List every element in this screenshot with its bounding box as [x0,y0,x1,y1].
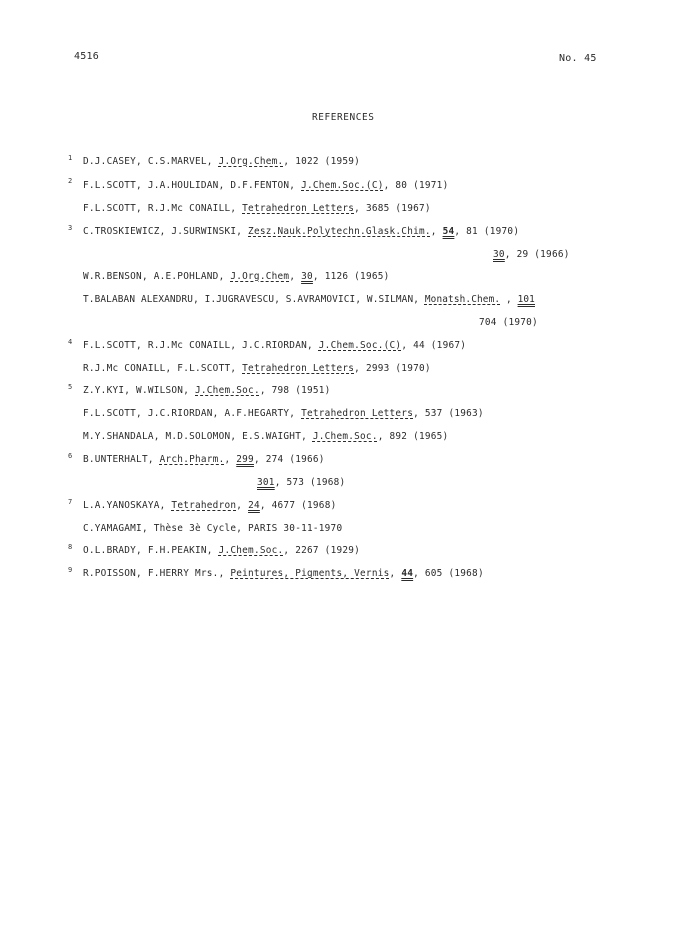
ref-line [493,249,570,260]
journal: Tetrahedron Letters [242,363,355,374]
journal: J.Chem.Soc.(C) [301,180,384,191]
authors: R.J.Mc CONAILL, F.L.SCOTT, [83,363,243,374]
ref-number: 6 [68,452,73,460]
authors: T.BALABAN ALEXANDRU, I.JUGRAVESCU, S.AVRAMOVICI, W.SILMAN, [83,294,425,305]
authors: B.UNTERHALT, [83,454,160,465]
authors: Z.Y.KYI, W.WILSON, [83,385,195,396]
citation: , 605 (1968) [413,568,484,579]
citation: , 44 (1967) [401,340,467,351]
citation: , 80 (1971) [383,180,449,191]
ref-line [83,408,484,419]
separator: , [389,568,402,579]
authors: F.L.SCOTT, J.C.RIORDAN, A.F.HEGARTY, [83,408,302,419]
citation: , 1022 (1959) [283,156,361,167]
ref-line [257,477,345,488]
authors: R.POISSON, F.HERRY Mrs., [83,568,231,579]
separator: , [224,454,237,465]
journal: J.Org.Chem. [218,156,284,167]
journal: Tetrahedron Letters [242,203,355,214]
authors: M.Y.SHANDALA, M.D.SOLOMON, E.S.WAIGHT, [83,431,313,442]
volume: 101 [517,294,535,305]
authors: D.J.CASEY, C.S.MARVEL, [83,156,219,167]
ref-number: 5 [68,383,73,391]
ref-line [83,180,448,191]
journal: Tetrahedron [171,500,237,511]
citation: , 1126 (1965) [312,271,390,282]
journal: Peintures, Pigments, Vernis [230,568,390,579]
volume: 299 [236,454,254,465]
journal: J.Org.Chem [230,271,290,282]
ref-line [83,294,535,305]
citation: , 573 (1968) [274,477,346,488]
volume: 44 [401,568,414,579]
authors: F.L.SCOTT, J.A.HOULIDAN, D.F.FENTON, [83,180,302,191]
separator: , [430,226,443,237]
citation: , 274 (1966) [253,454,325,465]
journal: Monatsh.Chem. [424,294,501,305]
ref-line [83,226,519,237]
ref-line [83,545,360,556]
ref-line [83,340,466,351]
authors: C.TROSKIEWICZ, J.SURWINSKI, [83,226,249,237]
ref-line [83,203,431,214]
ref-number: 9 [68,566,73,574]
journal: Arch.Pharm. [159,454,225,465]
citation: , 2993 (1970) [354,363,431,374]
citation: , 29 (1966) [504,249,570,260]
ref-line [83,568,484,579]
volume: 24 [248,500,260,511]
citation: , 892 (1965) [377,431,449,442]
ref-line [83,271,390,282]
journal: Tetrahedron Letters [301,408,414,419]
journal: Zesz.Nauk.Polytechn.Glask.Chim. [248,226,431,237]
authors: O.L.BRADY, F.H.PEAKIN, [83,545,219,556]
volume: 30 [301,271,313,282]
citation: , 2267 (1929) [283,545,361,556]
separator: , [289,271,302,282]
authors: L.A.YANOSKAYA, [83,500,172,511]
citation: , 4677 (1968) [259,500,337,511]
ref-number: 7 [68,498,73,506]
separator: , [236,500,249,511]
ref-number: 1 [68,154,73,162]
ref-line [83,523,342,534]
journal: J.Chem.Soc. [195,385,260,396]
authors: W.R.BENSON, A.E.POHLAND, [83,271,231,282]
ref-line [83,156,360,167]
citation: C.YAMAGAMI, Thèse 3è Cycle, PARIS 30-11-1970 [83,523,343,534]
issue-number: No. 45 [559,53,597,64]
ref-number: 2 [68,177,73,185]
citation: 704 (1970) [479,317,538,328]
page-number: 4516 [74,51,100,62]
citation: , 3685 (1967) [354,203,431,214]
references-heading: REFERENCES [312,112,375,123]
ref-line [83,363,431,374]
ref-line [479,317,538,328]
ref-line [83,431,448,442]
ref-number: 3 [68,224,73,232]
journal: J.Chem.Soc. [312,431,378,442]
ref-number: 4 [68,338,73,346]
journal: J.Chem.Soc. [218,545,284,556]
volume: 301 [257,477,275,488]
citation: , 537 (1963) [413,408,484,419]
journal: J.Chem.Soc.(C) [318,340,402,351]
citation: , 81 (1970) [454,226,520,237]
citation: , 798 (1951) [259,385,331,396]
authors: F.L.SCOTT, R.J.Mc CONAILL, [83,203,243,214]
authors: F.L.SCOTT, R.J.Mc CONAILL, J.C.RIORDAN, [83,340,319,351]
separator: , [500,294,518,305]
volume: 54 [442,226,455,237]
ref-number: 8 [68,543,73,551]
volume: 30 [493,249,505,260]
ref-line [83,385,331,396]
ref-line [83,500,336,511]
ref-line [83,454,325,465]
